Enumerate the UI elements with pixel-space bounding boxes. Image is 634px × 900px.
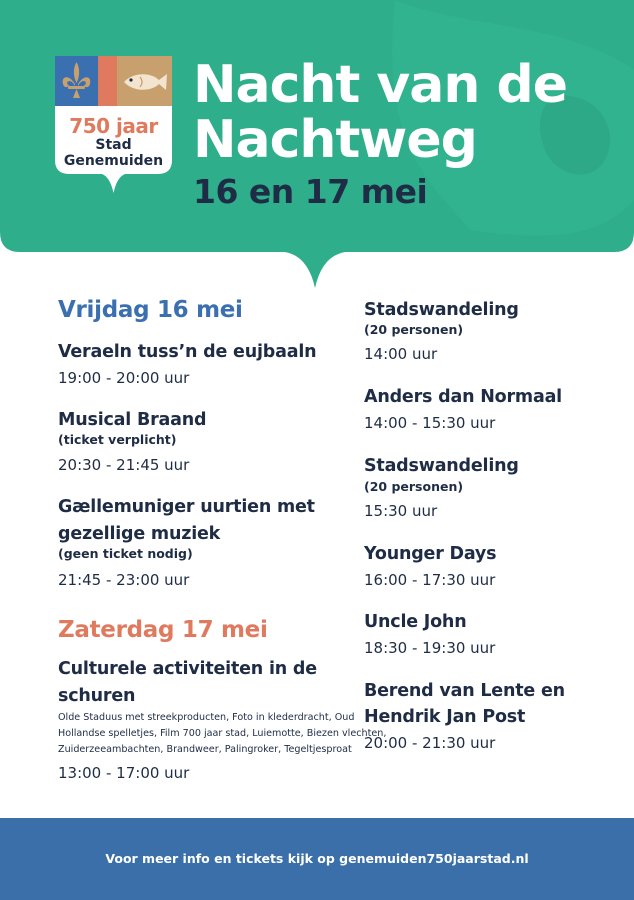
event-time: 20:00 - 21:30 uur: [364, 734, 496, 752]
header-banner: [0, 0, 634, 290]
event-title-line-1: Berend van Lente en: [364, 681, 565, 701]
event-time: 14:00 - 15:30 uur: [364, 414, 496, 432]
logo: [55, 56, 172, 194]
event-time: 14:00 uur: [364, 345, 438, 363]
event-title: Stadswandeling: [364, 300, 519, 320]
friday-heading: Vrijdag 16 mei: [58, 297, 243, 323]
event-time: 21:45 - 23:00 uur: [58, 571, 190, 589]
event-title-line-2: gezellige muziek: [58, 524, 221, 544]
event-note: (ticket verplicht): [58, 432, 177, 447]
event-title-line-2: Hendrik Jan Post: [364, 707, 526, 727]
logo-years: 750 jaar: [69, 114, 158, 138]
logo-stad: Stad: [95, 137, 132, 153]
footer-info-link[interactable]: Voor meer info en tickets kijk op genemuiden750jaarstad.nl: [105, 851, 529, 866]
culture-title-line-2: schuren: [58, 686, 136, 706]
event-time: 15:30 uur: [364, 502, 438, 520]
saturday-heading: Zaterdag 17 mei: [58, 617, 268, 643]
event-note: (20 personen): [364, 479, 464, 494]
culture-title-line-1: Culturele activiteiten in de: [58, 659, 317, 679]
title-line-1: Nacht van de: [193, 55, 568, 115]
event-title: Anders dan Normaal: [364, 387, 562, 407]
footer-banner: [0, 818, 634, 900]
event-note: (geen ticket nodig): [58, 546, 193, 561]
event-note: (20 personen): [364, 322, 464, 337]
event-dates: 16 en 17 mei: [193, 172, 428, 211]
logo-genemuiden: Genemuiden: [63, 153, 164, 169]
event-time: 16:00 - 17:30 uur: [364, 571, 496, 589]
event-title: Musical Braand: [58, 410, 207, 430]
event-time: 20:30 - 21:45 uur: [58, 456, 190, 474]
culture-description-line-1: Olde Staduus met streekproducten, Foto in klederdracht, Oud: [58, 712, 355, 723]
culture-description-line-2: Hollandse spelletjes, Film 700 jaar stad, Luiemotte, Biezen vlechten,: [58, 728, 387, 739]
event-title-line-1: Gællemuniger uurtien met: [58, 497, 315, 517]
page-title: [193, 55, 613, 170]
event-title: Younger Days: [364, 544, 497, 564]
event-time: 19:00 - 20:00 uur: [58, 369, 190, 387]
event-time: 18:30 - 19:30 uur: [364, 639, 496, 657]
event-title: Veraeln tuss’n de eujbaaln: [58, 342, 317, 362]
culture-time: 13:00 - 17:00 uur: [58, 764, 190, 782]
culture-description-line-3: Zuiderzeeambachten, Brandweer, Palingroker, Tegeltjesproat: [58, 744, 352, 755]
event-title: Stadswandeling: [364, 456, 519, 476]
title-line-2: Nachtweg: [193, 110, 477, 170]
event-title: Uncle John: [364, 612, 467, 632]
